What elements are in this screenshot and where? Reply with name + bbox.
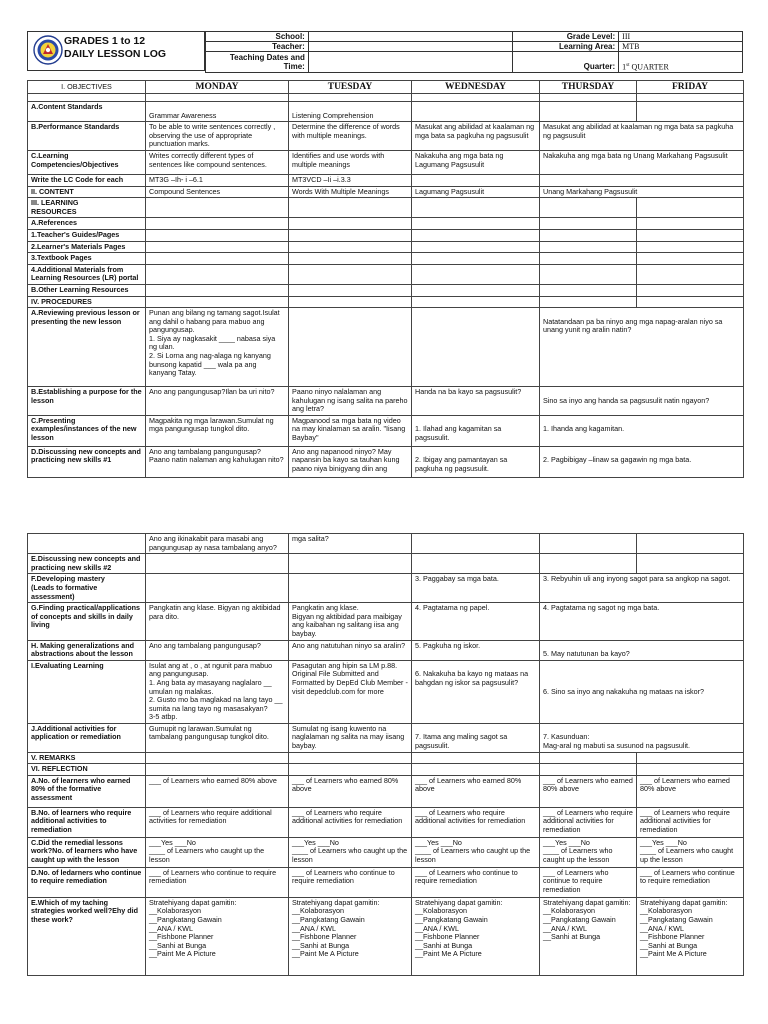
cell-wednesday (412, 534, 540, 554)
cell-wednesday (412, 174, 540, 186)
cell-thursday (540, 174, 744, 186)
cell-thursday (540, 554, 637, 574)
row-4-additional-materials-from-learning-res (28, 264, 744, 284)
row-label: C.Did the remedial lessons work?No. of learners who have caught up with the lesson (28, 837, 146, 867)
cell-wednesday (412, 241, 540, 253)
grade-level-value: III (619, 32, 743, 42)
learning-area-label: Learning Area: (513, 42, 619, 52)
row-e-discussing-new-concepts-and-practicing (28, 554, 744, 574)
cell-friday (637, 102, 744, 122)
cell-friday (637, 296, 744, 308)
row-label: IV. PROCEDURES (28, 296, 146, 308)
cell-monday: Ano ang tambalang pangungusap? (146, 640, 289, 660)
row-label: 4.Additional Materials from Learning Resources (LR) portal (28, 264, 146, 284)
cell-monday (146, 296, 289, 308)
row-label: I.Evaluating Learning (28, 660, 146, 723)
cell-tuesday: Listening Comprehension (289, 102, 412, 122)
objectives-header: I. OBJECTIVES (28, 81, 146, 94)
cell-thursday (540, 296, 637, 308)
row-i-evaluating-learning (28, 660, 744, 723)
school-value (308, 32, 513, 42)
teacher-label: Teacher: (206, 42, 309, 52)
cell-tuesday: Ano ang natutuhan ninyo sa aralin? (289, 640, 412, 660)
row-a-reviewing-previous-lesson-or-presentin (28, 308, 744, 387)
cell-monday (146, 574, 289, 603)
cell-wednesday (412, 296, 540, 308)
cell-thursday: Sino sa inyo ang handa sa pagsusulit natin ngayon? (540, 387, 744, 416)
row-b-no-of-learners-who-require-additional- (28, 807, 744, 837)
cell-wednesday: 4. Pagtatama ng papel. (412, 603, 540, 640)
cell-tuesday (289, 764, 412, 776)
row-iii-learning-resources (28, 198, 744, 218)
cell-thursday (540, 241, 637, 253)
row-label: C.Presenting examples/instances of the new lesson (28, 415, 146, 446)
row-label: 1.Teacher's Guides/Pages (28, 229, 146, 241)
spacer-cell (540, 94, 637, 102)
row-label: Write the LC Code for each (28, 174, 146, 186)
cell-tuesday: ___Yes ___No ____ of Learners who caught up the lesson (289, 837, 412, 867)
row-b-other-learning-resources (28, 284, 744, 296)
cell-tuesday: ___ of Learners who continue to require remediation (289, 867, 412, 897)
cell-monday: Ano ang tambalang pangungusap? Paano natin nalaman ang kahulugan nito? (146, 446, 289, 477)
lesson-log-table-part1 (27, 80, 744, 478)
cell-monday (146, 229, 289, 241)
row-vi-reflection (28, 764, 744, 776)
cell-tuesday (289, 284, 412, 296)
quarter-number: 1 (622, 62, 627, 72)
cell-tuesday: MT3VCD –Ii –i.3.3 (289, 174, 412, 186)
cell-thursday (540, 284, 637, 296)
spacer-cell (637, 94, 744, 102)
cell-thursday: 7. Kasunduan: Mag-aral ng mabuti sa susunod na pagsusulit. (540, 723, 744, 752)
cell-wednesday: Handa na ba kayo sa pagsusulit? (412, 387, 540, 416)
row-2-learner-s-materials-pages (28, 241, 744, 253)
header-info-table (205, 31, 743, 73)
cell-friday: ___Yes ___No ____ of Learners who caught up the lesson (637, 837, 744, 867)
teaching-dates-value (308, 52, 513, 73)
row-ii-content (28, 186, 744, 198)
cell-monday: Writes correctly different types of sentences like compound sentences. (146, 150, 289, 174)
cell-wednesday: 5. Pagkuha ng iskor. (412, 640, 540, 660)
day-monday: MONDAY (146, 81, 289, 94)
spacer-cell (146, 94, 289, 102)
cell-monday (146, 554, 289, 574)
row-d-no-of-ledarners-who-continue-to-requir (28, 867, 744, 897)
cell-monday (146, 198, 289, 218)
cell-wednesday: 1. Ilahad ang kagamitan sa pagsusulit. (412, 415, 540, 446)
row-iv-procedures (28, 296, 744, 308)
teaching-dates-label (206, 52, 309, 73)
cell-tuesday: Stratehiyang dapat gamitin: __Kolaborasyon __Pangkatang Gawain __ANA / KWL __Fishbone Planner __Sanhi at Bunga __Paint Me A Picture (289, 897, 412, 975)
row-row (28, 534, 744, 554)
row-a-references (28, 218, 744, 230)
row-label: B.No. of learners who require additional activities to remediation (28, 807, 146, 837)
cell-tuesday (289, 253, 412, 265)
cell-thursday (540, 229, 637, 241)
quarter-value (619, 61, 743, 72)
cell-tuesday (289, 229, 412, 241)
cell-monday: ___ of Learners who continue to require remediation (146, 867, 289, 897)
cell-monday: Gumupit ng larawan.Sumulat ng tambalang pangungusap tungkol dito. (146, 723, 289, 752)
cell-wednesday (412, 102, 540, 122)
row-b-establishing-a-purpose-for-the-lesson (28, 387, 744, 416)
cell-thursday: 4. Pagtatama ng sagot ng mga bata. (540, 603, 744, 640)
cell-wednesday: Lagumang Pagsusulit (412, 186, 540, 198)
cell-wednesday (412, 218, 540, 230)
row-h-making-generalizations-and-abstraction (28, 640, 744, 660)
row-a-no-of-learners-who-earned-80-of-the-fo (28, 775, 744, 807)
cell-tuesday (289, 574, 412, 603)
row-label: C.Learning Competencies/Objectives (28, 150, 146, 174)
cell-tuesday: ___ of Learners who earned 80% above (289, 775, 412, 807)
cell-wednesday (412, 264, 540, 284)
row-label: A.Reviewing previous lesson or presenting the new lesson (28, 308, 146, 387)
cell-monday (146, 241, 289, 253)
row-label: E.Discussing new concepts and practicing new skills #2 (28, 554, 146, 574)
cell-tuesday: mga salita? (289, 534, 412, 554)
cell-tuesday (289, 752, 412, 764)
cell-thursday (540, 264, 637, 284)
cell-wednesday (412, 752, 540, 764)
cell-wednesday: Masukat ang abilidad at kaalaman ng mga bata sa pagkuha ng pagsusulit (412, 122, 540, 151)
cell-wednesday (412, 253, 540, 265)
learning-area-value: MTB (619, 42, 743, 52)
row-c-learning-competencies-objectives (28, 150, 744, 174)
cell-tuesday (289, 554, 412, 574)
cell-thursday (540, 764, 637, 776)
cell-friday (637, 284, 744, 296)
cell-thursday: 6. Sino sa inyo ang nakakuha ng mataas na iskor? (540, 660, 744, 723)
quarter-text: QUARTER (629, 62, 669, 72)
row-label: F.Developing mastery (Leads to formative assessment) (28, 574, 146, 603)
cell-monday: Punan ang bilang ng tamang sagot.Isulat ang dahil o habang para mabuo ang pangungusap. 1. Siya ay nagkasakit ____ nabasa siya ng ulan. 2. Si Lorna ang nag-alaga ng kanyang bunsong kapatid ___ wala pa ang kanyang Tatay. (146, 308, 289, 387)
row-label: 3.Textbook Pages (28, 253, 146, 265)
row-label (28, 534, 146, 554)
cell-thursday: Masukat ang abilidad at kaalaman ng mga bata sa pagkuha ng pagsusulit (540, 122, 744, 151)
row-label: B.Establishing a purpose for the lesson (28, 387, 146, 416)
cell-monday: Stratehiyang dapat gamitin: __Kolaborasyon __Pangkatang Gawain __ANA / KWL __Fishbone Planner __Sanhi at Bunga __Paint Me A Picture (146, 897, 289, 975)
cell-thursday: Unang Markahang Pagsusulit (540, 186, 744, 198)
cell-tuesday (289, 218, 412, 230)
row-c-presenting-examples-instances-of-the-n (28, 415, 744, 446)
row-f-developing-mastery-leads-to-formative- (28, 574, 744, 603)
cell-monday (146, 253, 289, 265)
cell-wednesday (412, 284, 540, 296)
row-label: A.Content Standards (28, 102, 146, 122)
cell-monday (146, 264, 289, 284)
cell-thursday: Natatandaan pa ba ninyo ang mga napag-aralan niyo sa unang yunit ng aralin natin? (540, 308, 744, 387)
cell-friday (637, 534, 744, 554)
cell-monday (146, 284, 289, 296)
cell-wednesday (412, 764, 540, 776)
day-wednesday: WEDNESDAY (412, 81, 540, 94)
cell-thursday: 5. May natutunan ba kayo? (540, 640, 744, 660)
cell-tuesday (289, 296, 412, 308)
row-label: 2.Learner's Materials Pages (28, 241, 146, 253)
cell-wednesday: 3. Paggabay sa mga bata. (412, 574, 540, 603)
row-label: H. Making generalizations and abstractions about the lesson (28, 640, 146, 660)
row-label: J.Additional activities for application or remediation (28, 723, 146, 752)
cell-friday: ___ of Learners who continue to require remediation (637, 867, 744, 897)
cell-wednesday (412, 229, 540, 241)
cell-wednesday: ___ of Learners who earned 80% above (412, 775, 540, 807)
cell-monday: Compound Sentences (146, 186, 289, 198)
cell-wednesday: ___ of Learners who continue to require remediation (412, 867, 540, 897)
row-label: D.Discussing new concepts and practicing new skills #1 (28, 446, 146, 477)
teacher-value (308, 42, 513, 52)
cell-tuesday (289, 264, 412, 284)
row-b-performance-standards (28, 122, 744, 151)
row-1-teacher-s-guides-pages (28, 229, 744, 241)
cell-monday (146, 764, 289, 776)
cell-friday (637, 264, 744, 284)
row-label: V. REMARKS (28, 752, 146, 764)
row-3-textbook-pages (28, 253, 744, 265)
day-friday: FRIDAY (637, 81, 744, 94)
cell-friday (637, 554, 744, 574)
cell-thursday (540, 218, 637, 230)
blank-label-cell (513, 52, 619, 62)
cell-wednesday: ___Yes ___No ____ of Learners who caught up the lesson (412, 837, 540, 867)
row-label: A.No. of learners who earned 80% of the formative assessment (28, 775, 146, 807)
cell-monday: ___ of Learners who earned 80% above (146, 775, 289, 807)
cell-thursday (540, 198, 637, 218)
spacer-cell (412, 94, 540, 102)
cell-wednesday: Stratehiyang dapat gamitin: __Kolaborasyon __Pangkatang Gawain __ANA / KWL __Fishbone Planner __Sanhi at Bunga __Paint Me A Picture (412, 897, 540, 975)
teaching-dates-label-line1: Teaching Dates and (229, 52, 305, 62)
cell-thursday (540, 752, 637, 764)
quarter-label: Quarter: (513, 61, 619, 72)
row-j-additional-activities-for-application- (28, 723, 744, 752)
cell-tuesday: Identifies and use words with multiple meanings (289, 150, 412, 174)
cell-thursday: Nakakuha ang mga bata ng Unang Markahang Pagsusulit (540, 150, 744, 174)
row-label: II. CONTENT (28, 186, 146, 198)
row-label: B.Other Learning Resources (28, 284, 146, 296)
cell-tuesday: ___ of Learners who require additional activities for remediation (289, 807, 412, 837)
cell-monday (146, 752, 289, 764)
row-label: B.Performance Standards (28, 122, 146, 151)
cell-wednesday: 6. Nakakuha ba kayo ng mataas na bahgdan ng iskor sa pagsusulit? (412, 660, 540, 723)
spacer-cell (289, 94, 412, 102)
cell-friday (637, 752, 744, 764)
cell-wednesday: Nakakuha ang mga bata ng Lagumang Pagsusulit (412, 150, 540, 174)
cell-tuesday: Magpanood sa mga bata ng video na may kinalaman sa aralin. "Iisang Baybay" (289, 415, 412, 446)
cell-thursday: ___ of Learners who earned 80% above (540, 775, 637, 807)
cell-monday: Ano ang ikinakabit para masabi ang pangungusap ay nasa tambalang anyo? (146, 534, 289, 554)
cell-friday: ___ of Learners who require additional activities for remediation (637, 807, 744, 837)
cell-friday: Stratehiyang dapat gamitin: __Kolaborasyon __Pangkatang Gawain __ANA / KWL __Fishbone Planner __Sanhi at Bunga __Paint Me A Picture (637, 897, 744, 975)
cell-monday: Ano ang pangungusap?Ilan ba uri nito? (146, 387, 289, 416)
cell-thursday (540, 253, 637, 265)
cell-thursday: 3. Rebyuhin uli ang inyong sagot para sa angkop na sagot. (540, 574, 744, 603)
cell-wednesday (412, 198, 540, 218)
cell-monday: MT3G –Ih- i –6.1 (146, 174, 289, 186)
grade-level-label: Grade Level: (513, 32, 619, 42)
cell-monday: Pangkatin ang klase. Bigyan ng aktibidad para dito. (146, 603, 289, 640)
school-label: School: (206, 32, 309, 42)
header-title-box (27, 31, 205, 71)
cell-monday: Magpakita ng mga larawan.Sumulat ng mga pangungusap tungkol dito. (146, 415, 289, 446)
cell-thursday (540, 102, 637, 122)
row-d-discussing-new-concepts-and-practicing (28, 446, 744, 477)
day-thursday: THURSDAY (540, 81, 637, 94)
cell-tuesday: Determine the difference of words with multiple meanings. (289, 122, 412, 151)
cell-friday: ___ of Learners who earned 80% above (637, 775, 744, 807)
cell-wednesday: ___ of Learners who require additional activities for remediation (412, 807, 540, 837)
title-dll: DAILY LESSON LOG (64, 48, 167, 60)
cell-thursday: ___ of Learners who continue to require remediation (540, 867, 637, 897)
row-e-which-of-my-taching-strategies-worked- (28, 897, 744, 975)
blank-value-cell (619, 52, 743, 62)
cell-tuesday: Pangkatin ang klase. Bigyan ng aktibidad para maibigay ang kaibahan ng salitang iisa ang baybay. (289, 603, 412, 640)
cell-friday (637, 764, 744, 776)
lesson-log-table-part2 (27, 533, 744, 976)
cell-tuesday: Ano ang napanood ninyo? May napansin ba kayo sa tauhan kung paano niya binigyang diin ang (289, 446, 412, 477)
cell-tuesday: Paano ninyo nalalaman ang kahulugan ng isang salita na pareho ang letra? (289, 387, 412, 416)
quarter-suffix: st (626, 63, 630, 68)
cell-tuesday (289, 308, 412, 387)
cell-monday: Grammar Awareness (146, 102, 289, 122)
cell-friday (637, 241, 744, 253)
cell-thursday: Stratehiyang dapat gamitin: __Kolaborasyon __Pangkatang Gawain __ANA / KWL __Sanhi at Bunga (540, 897, 637, 975)
cell-wednesday: 2. Ibigay ang pamantayan sa pagkuha ng pagsusulit. (412, 446, 540, 477)
cell-wednesday (412, 308, 540, 387)
row-label: E.Which of my taching strategies worked well?Ehy did these work? (28, 897, 146, 975)
row-label: III. LEARNING RESOURCES (28, 198, 146, 218)
cell-thursday: 2. Pagbibigay –linaw sa gagawin ng mga bata. (540, 446, 744, 477)
cell-tuesday (289, 198, 412, 218)
cell-tuesday: Sumulat ng isang kuwento na naglalaman ng salita na may iisang baybay. (289, 723, 412, 752)
cell-tuesday: Pasagutan ang hipin sa LM p.88. Original File Submitted and Formatted by DepEd Club Member - visit depedclub.com for more (289, 660, 412, 723)
row-label: D.No. of ledarners who continue to require remediation (28, 867, 146, 897)
row-label: VI. REFLECTION (28, 764, 146, 776)
cell-thursday (540, 534, 637, 554)
deped-seal-icon (33, 35, 63, 65)
cell-thursday: ___ of Learners who require additional activities for remediation (540, 807, 637, 837)
cell-monday: ___ of Learners who require additional activities for remediation (146, 807, 289, 837)
cell-friday (637, 229, 744, 241)
title-grades: GRADES 1 to 12 (64, 35, 146, 47)
cell-friday (637, 198, 744, 218)
cell-tuesday: Words With Multiple Meanings (289, 186, 412, 198)
row-g-finding-practical-applications-of-conc (28, 603, 744, 640)
cell-friday (637, 218, 744, 230)
spacer-cell (28, 94, 146, 102)
row-label: G.Finding practical/applications of concepts and skills in daily living (28, 603, 146, 640)
row-c-did-the-remedial-lessons-work-no-of-le (28, 837, 744, 867)
cell-monday: Isulat ang at , o , at ngunit para mabuo ang pangungusap. 1. Ang bata ay masayang naglalaro __ umulan ng malakas. 2. Gusto mo ba maglakad na lang tayo __ sumita na lang tayo ng masasakyan? 3-5 atbp. (146, 660, 289, 723)
cell-thursday: ___Yes ___No ____ of Learners who caught up the lesson (540, 837, 637, 867)
row-label: A.References (28, 218, 146, 230)
day-tuesday: TUESDAY (289, 81, 412, 94)
cell-wednesday: 7. Itama ang maling sagot sa pagsusulit. (412, 723, 540, 752)
row-write-the-lc-code-for-each (28, 174, 744, 186)
cell-monday: ___Yes ___No ____ of Learners who caught up the lesson (146, 837, 289, 867)
row-v-remarks (28, 752, 744, 764)
cell-tuesday (289, 241, 412, 253)
row-a-content-standards (28, 102, 744, 122)
cell-monday (146, 218, 289, 230)
teaching-dates-label-line2: Time: (283, 61, 305, 71)
cell-thursday: 1. Ihanda ang kagamitan. (540, 415, 744, 446)
cell-friday (637, 253, 744, 265)
cell-monday: To be able to write sentences correctly , observing the use of appropriate punctuation marks. (146, 122, 289, 151)
cell-wednesday (412, 554, 540, 574)
